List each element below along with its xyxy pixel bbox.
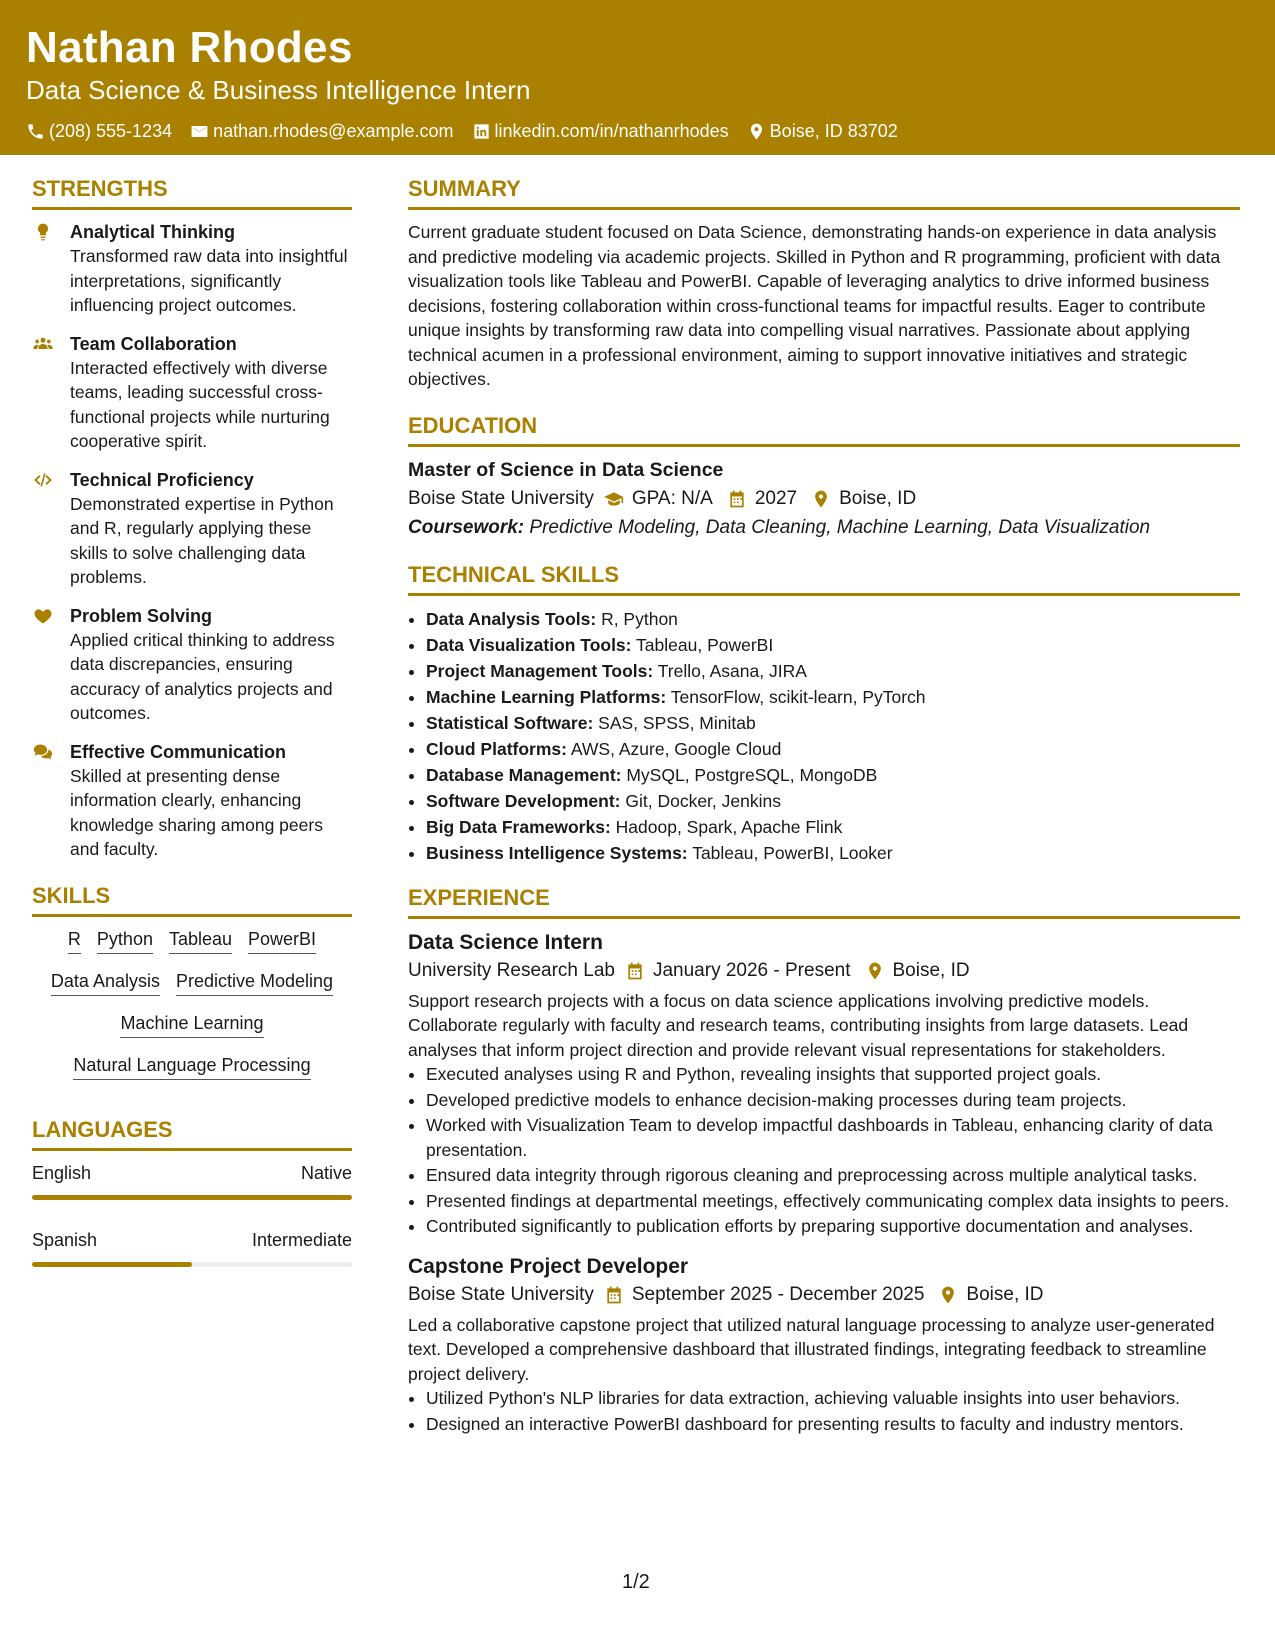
job-dates-item <box>604 1281 925 1309</box>
job-bullet: • Executed analyses using R and Python, revealing insights that supported project goals. <box>426 1062 1240 1087</box>
skill-tag: PowerBI <box>248 927 316 954</box>
job-bullets <box>408 1062 1240 1239</box>
strength-desc: Demonstrated expertise in Python and R, regularly applying these skills to solve challenging data problems. <box>70 493 334 587</box>
coursework-label: Coursework: <box>408 516 525 538</box>
map-marker-icon <box>938 1285 958 1305</box>
lightbulb-icon <box>32 222 54 242</box>
skill-value: Tableau, PowerBI <box>636 634 774 655</box>
job-location-item <box>938 1281 1043 1309</box>
skill-label: Cloud Platforms: <box>426 738 567 759</box>
job-bullet: • Utilized Python's NLP libraries for data extraction, achieving valuable insights into user behaviors. <box>426 1386 1240 1411</box>
technical-skill-item <box>426 606 1240 632</box>
skill-value: Tableau, PowerBI, Looker <box>692 842 893 863</box>
skill-value: R, Python <box>601 608 678 629</box>
skill-label: Database Management: <box>426 764 622 785</box>
code-icon <box>32 470 54 490</box>
year-item <box>727 485 797 513</box>
left-column <box>32 175 352 1285</box>
language-proficiency-fill <box>32 1262 192 1267</box>
envelope-icon <box>190 122 209 141</box>
job-location: Boise, ID <box>966 1283 1044 1305</box>
contact-location <box>747 120 898 142</box>
technical-skill-item <box>426 710 1240 736</box>
skill-tag: Data Analysis <box>51 969 160 996</box>
skill-value: TensorFlow, scikit-learn, PyTorch <box>670 686 926 707</box>
languages-list <box>32 1161 352 1267</box>
skills-title: SKILLS <box>32 882 352 917</box>
skill-row <box>32 1053 352 1080</box>
strength-item <box>32 740 352 862</box>
language-proficiency-bar <box>32 1195 352 1200</box>
skill-label: Business Intelligence Systems: <box>426 842 688 863</box>
heart-icon <box>32 606 54 626</box>
strength-desc: Applied critical thinking to address data discrepancies, ensuring accuracy of analytics projects and outcomes. <box>70 629 335 723</box>
strengths-list <box>32 220 352 862</box>
job-title: Data Science Intern <box>408 930 603 954</box>
technical-skill-item <box>426 814 1240 840</box>
strength-title: Team Collaboration <box>70 333 237 354</box>
language-name: English <box>32 1162 92 1183</box>
education-title: EDUCATION <box>408 412 1240 447</box>
page-number: 1/2 <box>622 1571 650 1593</box>
job-org: University Research Lab <box>408 959 615 981</box>
job-entry <box>408 1253 1240 1437</box>
job-bullet: • Worked with Visualization Team to develop impactful dashboards in Tableau, enhancing clarity of data presentation. <box>426 1113 1240 1162</box>
edu-location-item <box>811 485 916 513</box>
skill-row <box>32 1011 352 1038</box>
job-dates: January 2026 - Present <box>652 959 851 981</box>
technical-skills-title: TECHNICAL SKILLS <box>408 561 1240 596</box>
skill-row <box>32 969 352 996</box>
degree-name: Master of Science in Data Science <box>408 458 724 481</box>
resume-header <box>0 0 1275 155</box>
graduation-year: 2027 <box>754 487 798 509</box>
skill-label: Statistical Software: <box>426 712 594 733</box>
map-marker-icon <box>811 489 831 509</box>
job-meta <box>408 1281 1240 1309</box>
technical-skill-item <box>426 658 1240 684</box>
skill-value: Git, Docker, Jenkins <box>625 790 781 811</box>
coursework-list: Predictive Modeling, Data Cleaning, Machine Learning, Data Visualization <box>529 516 1151 538</box>
job-description: Support research projects with a focus on data science applications involving predictive models. Collaborate regularly with faculty and research teams, contributing insights from large datasets. Lead analyses that inform project direction and provide relevant visual representations for stakeholders. <box>408 990 1189 1060</box>
technical-skill-item <box>426 736 1240 762</box>
phone-text: (208) 555-1234 <box>49 121 173 141</box>
language-name: Spanish <box>32 1229 98 1250</box>
skill-tag: Natural Language Processing <box>73 1053 310 1080</box>
language-proficiency-bar <box>32 1262 352 1267</box>
contact-email[interactable] <box>190 120 453 142</box>
skill-row <box>32 927 352 954</box>
graduation-cap-icon <box>604 489 624 509</box>
language-level: Intermediate <box>251 1229 352 1250</box>
languages-title: LANGUAGES <box>32 1116 352 1151</box>
skill-label: Data Analysis Tools: <box>426 608 597 629</box>
job-meta <box>408 957 1240 985</box>
education-entry <box>408 457 1240 543</box>
experience-title: EXPERIENCE <box>408 884 1240 919</box>
strength-item <box>32 220 352 318</box>
job-bullet: • Presented findings at departmental meetings, effectively communicating complex data insights to peers. <box>426 1189 1240 1214</box>
skill-tag: Tableau <box>169 927 232 954</box>
strength-item <box>32 604 352 726</box>
gpa-item <box>604 485 713 513</box>
calendar-icon <box>625 961 645 981</box>
linkedin-link[interactable]: linkedin.com/in/nathanrhodes <box>494 121 729 141</box>
skill-tag: Python <box>97 927 153 954</box>
language-level: Native <box>300 1162 352 1183</box>
email-link[interactable]: nathan.rhodes@example.com <box>213 121 454 141</box>
strength-desc: Transformed raw data into insightful interpretations, significantly influencing project outcomes. <box>70 246 348 315</box>
skill-value: Trello, Asana, JIRA <box>657 660 807 681</box>
skills-list <box>32 927 352 1080</box>
skill-value: MySQL, PostgreSQL, MongoDB <box>626 764 878 785</box>
calendar-icon <box>604 1285 624 1305</box>
calendar-icon <box>727 489 747 509</box>
technical-skill-item <box>426 632 1240 658</box>
map-marker-icon <box>747 122 766 141</box>
strength-title: Analytical Thinking <box>70 222 236 242</box>
language-proficiency-fill <box>32 1195 352 1200</box>
skill-label: Data Visualization Tools: <box>426 634 632 655</box>
job-bullets <box>408 1386 1240 1436</box>
linkedin-icon <box>472 122 491 141</box>
skill-tag: Predictive Modeling <box>176 969 333 996</box>
contact-linkedin[interactable] <box>472 120 729 142</box>
technical-skill-item <box>426 840 1240 866</box>
candidate-title: Data Science & Business Intelligence Intern <box>26 75 531 105</box>
map-marker-icon <box>865 961 885 981</box>
technical-skill-item <box>426 684 1240 710</box>
strength-desc: Interacted effectively with diverse teams, leading successful cross-functional projects while nurturing cooperative spirit. <box>70 357 330 451</box>
strength-title: Problem Solving <box>70 605 213 626</box>
technical-skill-item <box>426 788 1240 814</box>
right-column <box>408 175 1240 1450</box>
strength-title: Technical Proficiency <box>70 469 254 490</box>
technical-skills-list <box>408 606 1240 866</box>
candidate-name: Nathan Rhodes <box>26 23 353 72</box>
skill-label: Big Data Frameworks: <box>426 816 611 837</box>
job-bullet: • Ensured data integrity through rigorous cleaning and preprocessing across multiple analytical tasks. <box>426 1163 1240 1188</box>
job-bullet: • Contributed significantly to publication efforts by preparing supportive documentation and analyses. <box>426 1214 1240 1239</box>
language-item <box>32 1161 352 1200</box>
job-title: Capstone Project Developer <box>408 1254 689 1278</box>
job-dates-item <box>625 957 851 985</box>
job-org: Boise State University <box>408 1283 594 1305</box>
job-bullet: • Developed predictive models to enhance decision-making processes during team projects. <box>426 1088 1240 1113</box>
strength-title: Effective Communication <box>70 741 287 762</box>
summary-text: Current graduate student focused on Data Science, demonstrating hands-on experience in data analysis and predictive modeling via academic projects. Skilled in Python and R programming, proficient with data visualization tools like Tableau and PowerBI. Capable of leveraging analytics to drive informed business decisions, fostering collaboration within cross-functional teams for impactful results. Eager to contribute unique insights by transforming raw data into compelling visual narratives. Passionate about applying technical acumen in a professional environment, aiming to support innovative initiatives and strategic objectives. <box>408 222 1221 389</box>
skill-label: Project Management Tools: <box>426 660 654 681</box>
coursework <box>408 513 1240 543</box>
strength-item <box>32 468 352 590</box>
users-icon <box>32 334 54 354</box>
school-name: Boise State University <box>408 487 594 509</box>
contact-phone <box>26 120 172 142</box>
skill-value: SAS, SPSS, Minitab <box>598 712 756 733</box>
skill-tag: R <box>68 927 81 954</box>
location-text: Boise, ID 83702 <box>769 121 898 141</box>
strength-desc: Skilled at presenting dense information clearly, enhancing knowledge sharing among peers and faculty. <box>70 765 323 859</box>
strengths-title: STRENGTHS <box>32 175 352 210</box>
summary-title: SUMMARY <box>408 175 1240 210</box>
skill-label: Software Development: <box>426 790 621 811</box>
language-item <box>32 1228 352 1267</box>
job-entry <box>408 929 1240 1239</box>
job-dates: September 2025 - December 2025 <box>631 1283 925 1305</box>
gpa-text: GPA: N/A <box>631 487 713 509</box>
job-location: Boise, ID <box>892 959 970 981</box>
comments-icon <box>32 742 54 762</box>
education-meta <box>408 485 1240 513</box>
edu-location: Boise, ID <box>839 487 917 509</box>
technical-skill-item <box>426 762 1240 788</box>
strength-item <box>32 332 352 454</box>
skill-value: AWS, Azure, Google Cloud <box>570 738 782 759</box>
job-bullet: • Designed an interactive PowerBI dashboard for presenting results to faculty and industry mentors. <box>426 1412 1240 1437</box>
contact-bar <box>26 120 1249 142</box>
skill-value: Hadoop, Spark, Apache Flink <box>615 816 843 837</box>
skill-tag: Machine Learning <box>120 1011 263 1038</box>
job-location-item <box>865 957 970 985</box>
phone-icon <box>26 122 45 141</box>
skill-label: Machine Learning Platforms: <box>426 686 667 707</box>
job-description: Led a collaborative capstone project that utilized natural language processing to analyze user-generated text. Developed a comprehensive dashboard that illustrated findings, integrating feedback to streamline project delivery. <box>408 1314 1215 1384</box>
